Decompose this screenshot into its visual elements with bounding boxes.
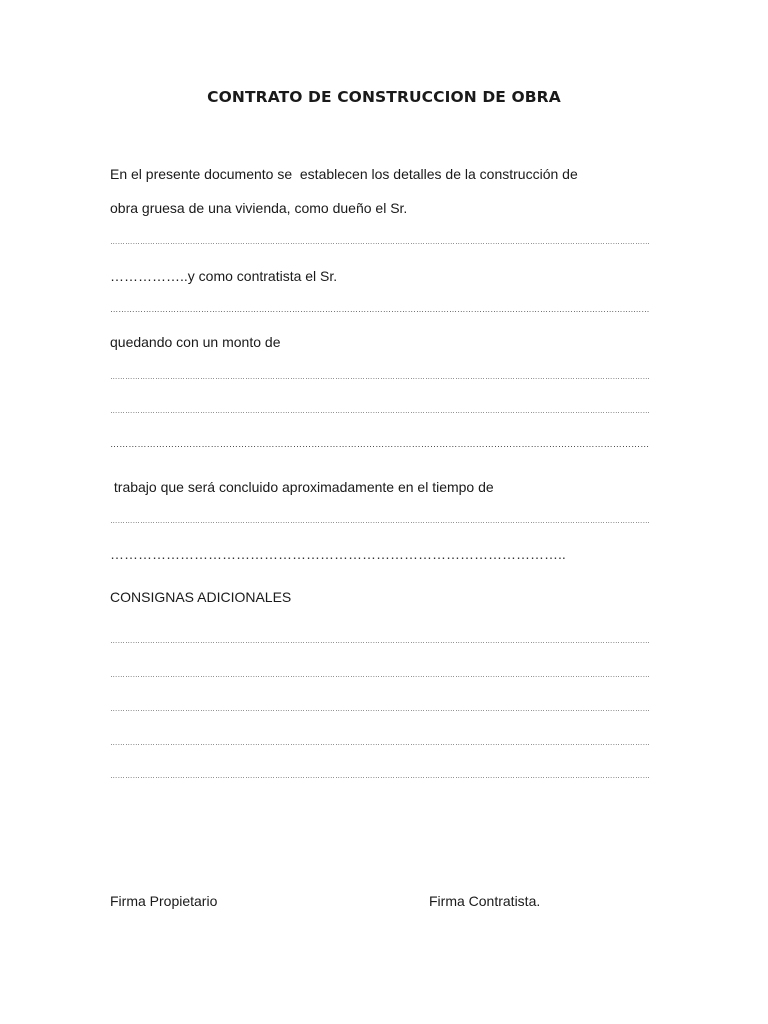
dotted-fill-line: ……………………………………………………………………………………………………………………………………………………………………………………………… <box>110 738 650 747</box>
dotted-fill-line: ……………………………………………………………………………………………………………………………………………………………………………………………… <box>110 704 650 713</box>
owner-signature-label: Firma Propietario <box>110 893 218 909</box>
paragraph-line: quedando con un monto de <box>110 334 281 350</box>
paragraph-line: trabajo que será concluido aproximadamente en el tiempo de <box>110 479 494 495</box>
dotted-fill-line: ……………………………………………………………………………………………………………………………………………………………………………………………… <box>110 516 650 525</box>
dotted-fill-line: …………………………………………………………………………………………………………………………………………………………… <box>110 439 650 449</box>
paragraph-line: En el presente documento se establecen los detalles de la construcción de <box>110 166 578 182</box>
page-title: CONTRATO DE CONSTRUCCION DE OBRA <box>207 88 561 106</box>
dotted-fill-line: ……………………………………………………………………………………………………………………………………………………………………………………………… <box>110 670 650 679</box>
paragraph-line: ……………..y como contratista el Sr. <box>110 268 338 284</box>
dotted-fill-line: ……………………………………………………………………………………………………………………………………………………………………………………………… <box>110 406 650 415</box>
section-heading: CONSIGNAS ADICIONALES <box>110 589 292 605</box>
dotted-fill-line: …………………………………………………………………………………….. <box>110 546 566 562</box>
contractor-signature-label: Firma Contratista. <box>429 893 541 909</box>
dotted-fill-line: ……………………………………………………………………………………………………………………………………………………………………….…… <box>110 305 650 314</box>
dotted-fill-line: ……………………………………………………………………………………………………………………………………………………………………………………………… <box>110 237 650 246</box>
dotted-fill-line: ……………………………………………………………………………………………………………………………………………………………………………………………… <box>110 636 650 645</box>
dotted-fill-line: ……………………………………………………………………………………………………………………………………………………………………………………………… <box>110 771 650 780</box>
paragraph-line: obra gruesa de una vivienda, como dueño el Sr. <box>110 200 408 216</box>
dotted-fill-line: ……………………………………………………………………………………………………………………………………………………………………………………………… <box>110 372 650 381</box>
